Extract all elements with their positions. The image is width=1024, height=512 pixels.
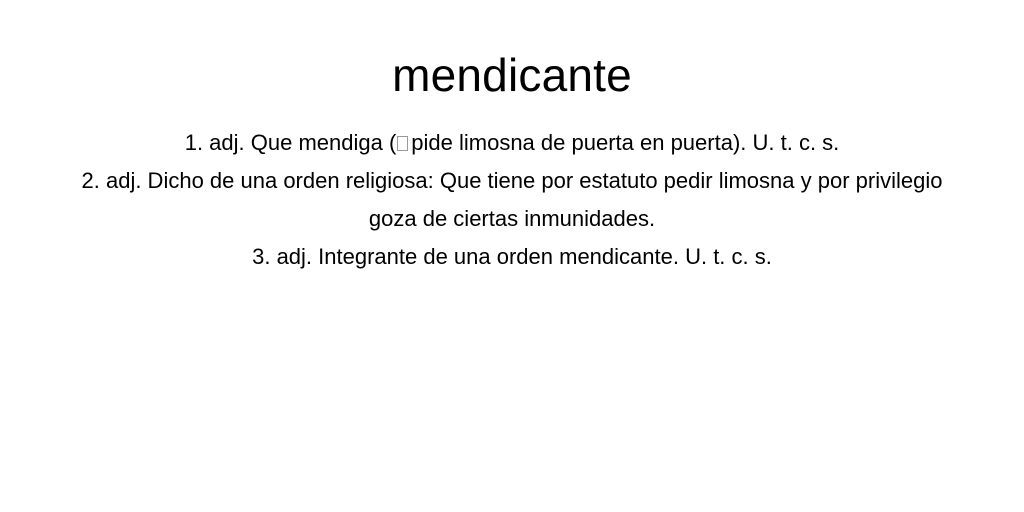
definition-1-text-start: 1. adj. Que mendiga (: [184, 130, 397, 155]
definition-3: 3. adj. Integrante de una orden mendicante. U. t. c. s.: [252, 244, 772, 269]
missing-glyph-icon: [397, 136, 408, 151]
definition-1: [60, 124, 964, 162]
definitions-list: [60, 124, 964, 276]
definition-2: 2. adj. Dicho de una orden religiosa: Que tiene por estatuto pedir limosna y por privilegio goza de ciertas inmunidades.: [81, 168, 943, 231]
headword: mendicante: [392, 49, 632, 101]
definition-1-text-end: pide limosna de puerta en puerta). U. t. c. s.: [411, 130, 840, 155]
